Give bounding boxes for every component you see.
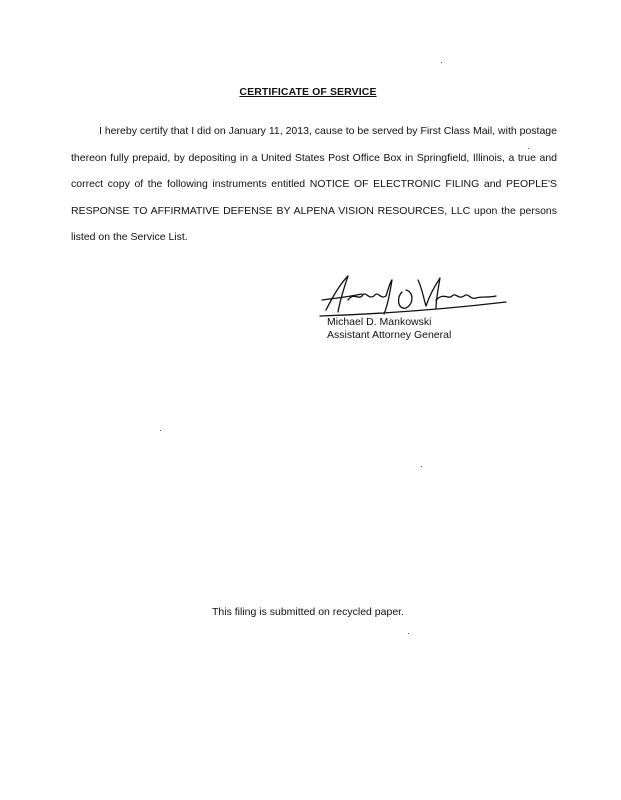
handwritten-signature: [318, 270, 508, 320]
scan-speck: [160, 430, 161, 431]
certification-paragraph: I hereby certify that I did on January 11, 2013, cause to be served by First Class Mail, with postage thereon fully prepaid, by depositing in a United States Post Office Box in Springfield, Illinois, a true and correct copy of the following instruments entitled NOTICE OF ELECTRONIC FILING and PEOPLE'S RESPONSE TO AFFIRMATIVE DEFENSE BY ALPENA VISION RESOURCES, LLC upon the persons listed on the Service List.: [71, 125, 557, 243]
recycled-paper-note: This filing is submitted on recycled paper.: [211, 606, 404, 618]
signature-block: [327, 316, 451, 341]
document-title: CERTIFICATE OF SERVICE: [239, 86, 377, 98]
signer-name: Michael D. Mankowski: [327, 316, 432, 328]
scan-speck: [528, 148, 529, 149]
scan-speck: [441, 62, 442, 63]
scan-speck: [421, 466, 422, 467]
scan-speck: [408, 633, 409, 634]
signer-title: Assistant Attorney General: [327, 328, 452, 341]
